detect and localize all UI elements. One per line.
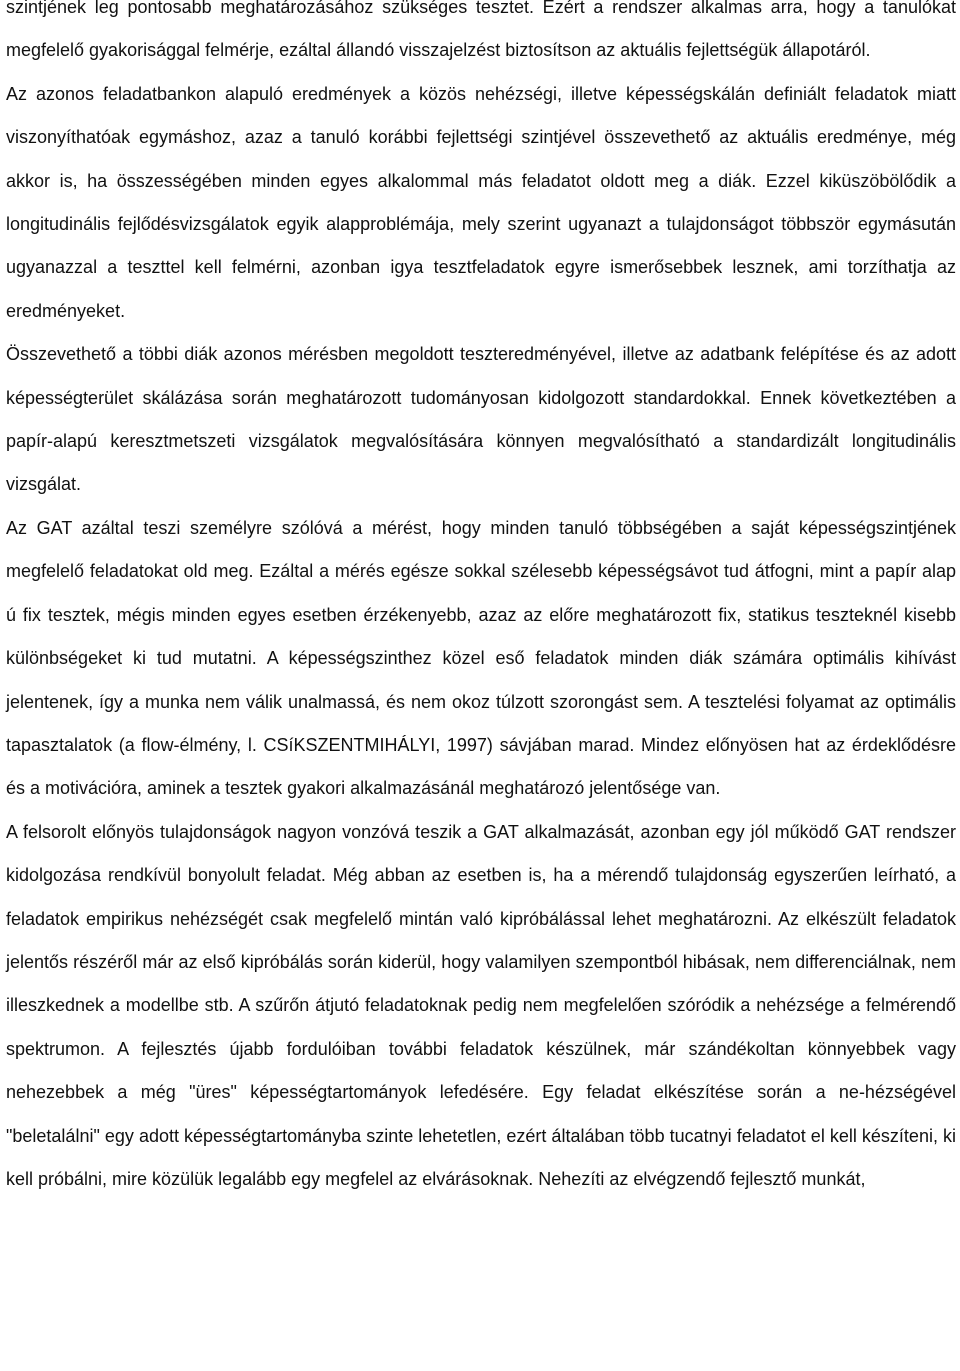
paragraph-4: Az GAT azáltal teszi személyre szólóvá a mérést, hogy minden tanuló többségében a saját képességszintjének megfelelő feladatokat old meg. Ezáltal a mérés egésze sokkal szélesebb képességsávot tud átfogni, mint a papír alap ú fix tesztek, mégis minden egyes esetben érzékenyebb, azaz az előre meghatározott fix, statikus teszteknél kisebb különbségeket ki tud mutatni. A képességszinthez közel eső feladatok minden diák számára optimális kihívást jelentenek, így a munka nem válik unalmassá, és nem okoz túlzott szorongást sem. A tesztelési folyamat az optimális tapasztalatok (a flow-élmény, l. CSíKSZENTMIHÁLYI, 1997) sávjában marad. Mindez előnyösen hat az érdeklődésre és a motivációra, aminek a tesztek gyakori alkalmazásánál meghatározó jelentősége van.: [6, 517, 956, 799]
paragraph-3: Összevethető a többi diák azonos mérésben megoldott teszteredményével, illetve az adatbank felépítése és az adott képességterület skálázása során meghatározott tudományosan kidolgozott standardokkal. Ennek következtében a papír-alapú keresztmetszeti vizsgálatok megvalósítására könnyen megvalósítható a standardizált longitudinális vizsgálat.: [6, 344, 956, 495]
paragraph-2: Az azonos feladatbankon alapuló eredmények a közös nehézségi, illetve képességskálán definiált feladatok miatt viszonyíthatóak egymáshoz, azaz a tanuló korábbi fejlettségi szintjével összevethető az aktuális eredménye, még akkor is, ha összességében minden egyes alkalommal más feladatot oldott meg a diák. Ezzel kiküszöbölődik a longitudinális fejlődésvizsgálatok egyik alapproblémája, mely szerint ugyanazt a tulajdonságot többször egymásután ugyanazzal a teszttel kell felmérni, azonban igya tesztfeladatok egyre ismerősebbek lesznek, ami torzíthatja az eredményeket.: [6, 83, 956, 321]
paragraph-1: szintjének leg pontosabb meghatározásához szükséges tesztet. Ezért a rendszer alkalmas arra, hogy a tanulókat megfelelő gyakorisággal felmérje, ezáltal állandó visszajelzést biztosítson az aktuális fejlettségük állapotáról.: [6, 0, 956, 61]
paragraph-5: A felsorolt előnyös tulajdonságok nagyon vonzóvá teszik a GAT alkalmazását, azonban egy jól működő GAT rendszer kidolgozása rendkívül bonyolult feladat. Még abban az esetben is, ha a mérendő tulajdonság egyszerűen leírható, a feladatok empirikus nehézségét csak megfelelő mintán való kipróbálással lehet meghatározni. Az elkészült feladatok jelentős részéről már az első kipróbálás során kiderül, hogy valamilyen szempontból hibásak, nem differenciálnak, nem illeszkednek a modellbe stb. A szűrőn átjutó feladatoknak pedig nem megfelelően szóródik a nehézsége a felmérendő spektrumon. A fejlesztés újabb fordulóiban további feladatok készülnek, már szándékoltan könnyebbek vagy nehezebbek a még "üres" képességtartományok lefedésére. Egy feladat elkészítése során a ne-hézségével "beletalálni" egy adott képességtartományba szinte lehetetlen, ezért általában több tucatnyi feladatot el kell készíteni, ki kell próbálni, mire közülük legalább egy megfelel az elvárásoknak. Nehezíti az elvégzendő fejlesztő munkát,: [6, 821, 956, 1189]
